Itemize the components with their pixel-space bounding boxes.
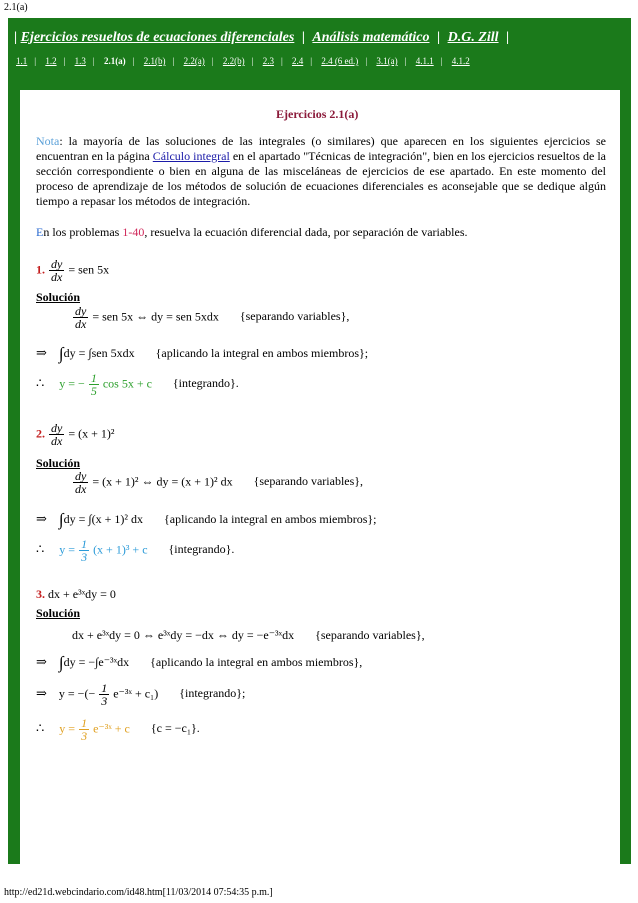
subnav-link[interactable]: 4.1.1 xyxy=(415,56,434,66)
answer-expression: (x + 1)³ + c xyxy=(93,542,148,557)
ex3-step-3: ⇒ y = −(− $\frac{1}{3}$ e⁻³ˣ + c₁) {integrando}; xyxy=(36,681,246,708)
nav-link-zill[interactable]: D.G. Zill xyxy=(447,30,499,45)
subnav-link[interactable]: 2.2(a) xyxy=(183,56,205,66)
note-text: : la mayoría de las soluciones de las integrales (o similares) que aparecen en los siguientes ejercicios se encuentran en la página xyxy=(36,134,606,163)
answer-expression: cos 5x + c xyxy=(102,376,152,391)
nav-separator: | xyxy=(506,30,510,45)
problem-range: 1-40 xyxy=(122,225,145,239)
subnav-link[interactable]: 1.3 xyxy=(74,56,86,66)
step-comment: {separando variables}, xyxy=(239,309,350,324)
page-title: Ejercicios 2.1(a) xyxy=(276,107,359,121)
step-comment: {aplicando la integral en ambos miembros}; xyxy=(164,511,377,526)
intro-text: , resuelva la ecuación diferencial dada, por separación de variables. xyxy=(144,225,468,239)
exercise-number: 1. xyxy=(36,262,45,277)
subnav-link[interactable]: 1.2 xyxy=(45,56,57,66)
answer-expression: y = − xyxy=(59,376,85,391)
subnav-link[interactable]: 2.1(b) xyxy=(143,56,166,66)
exercise-equation: dx + e³ˣdy = 0 xyxy=(48,587,116,601)
intro-text: n los problemas xyxy=(43,225,123,239)
math-expression: y = −(− xyxy=(58,686,96,701)
step-comment: {integrando}. xyxy=(172,376,239,391)
ex2-step-1: $\frac{dy}{dx}$ = (x + 1)² ⇔ dy = (x + 1)² dx {separando variables}, xyxy=(75,469,364,496)
ex3-step-4: ∴ y = $\frac{1}{3}$ e⁻³ˣ + c {c = −c₁}. xyxy=(36,716,200,743)
math-expression: dx + e³ˣdy = 0 ⇔ e³ˣdy = −dx ⇔ dy = −e⁻³ˣdx xyxy=(72,628,295,642)
solution-label: Solución xyxy=(36,606,81,620)
ex1-step-2: ⇒ ∫dy = ∫sen 5xdx {aplicando la integral en ambos miembros}; xyxy=(36,344,369,363)
step-comment: {aplicando la integral en ambos miembros}, xyxy=(150,654,363,669)
ex3-step-2: ⇒ ∫dy = −∫e⁻³ˣdx {aplicando la integral en ambos miembros}, xyxy=(36,653,363,672)
nav-link-analisis[interactable]: Análisis matemático xyxy=(312,30,430,45)
math-expression: dy = ∫(x + 1)² dx xyxy=(63,511,143,526)
subnav-link[interactable]: 2.4 (6 ed.) xyxy=(321,56,359,66)
subnav-link[interactable]: 2.3 xyxy=(262,56,274,66)
ex2-step-3: ∴ y = $\frac{1}{3}$ (x + 1)³ + c {integrando}. xyxy=(36,537,235,564)
ex1-step-1: $\frac{dy}{dx}$ = sen 5x ⇔ dy = sen 5xdx {separando variables}, xyxy=(75,304,350,331)
solution-label: Solución xyxy=(36,290,81,304)
note-paragraph xyxy=(36,134,606,209)
nav-separator: | xyxy=(437,30,441,45)
note-label: Nota xyxy=(36,134,60,148)
step-comment: {integrando}. xyxy=(168,542,235,557)
nav-separator: | xyxy=(301,30,305,45)
subnav-current: 2.1(a) xyxy=(103,56,126,66)
subnav-link[interactable]: 3.1(a) xyxy=(376,56,398,66)
math-expression: = (x + 1)² ⇔ dy = (x + 1)² dx xyxy=(92,474,233,489)
exercise-2-statement: 2. $\frac{dy}{dx}$ = (x + 1)² xyxy=(36,421,115,448)
exercise-equation: = sen 5x xyxy=(68,262,110,277)
step-comment: {c = −c₁}. xyxy=(150,721,200,736)
nav-link-ecuaciones[interactable]: Ejercicios resueltos de ecuaciones diferenciales xyxy=(20,30,295,45)
step-comment: {integrando}; xyxy=(179,686,246,701)
math-expression: dy = ∫sen 5xdx xyxy=(63,345,135,360)
step-comment: {separando variables}, xyxy=(315,628,425,642)
exercise-1-statement: 1. $\frac{dy}{dx}$ = sen 5x xyxy=(36,257,110,284)
answer-expression: y = xyxy=(59,542,76,557)
note-text: en el apartado "Técnicas de integración", bien en los ejercicios resueltos de la sección correspondiente o bien en alguna de las misceláneas de ejercicios de ese apartado. En este momento del proceso de aprendizaje de los métodos de solución de ecuaciones diferenciales es aconsejable que se dedique algún tiempo a repasar los métodos de integración. xyxy=(36,149,607,208)
subnav-link[interactable]: 2.2(b) xyxy=(222,56,245,66)
content-panel xyxy=(20,90,620,864)
subnav-link[interactable]: 1.1 xyxy=(16,56,28,66)
ex3-step-1 xyxy=(72,628,425,643)
answer-expression: e⁻³ˣ + c xyxy=(93,721,130,736)
answer-expression: y = xyxy=(59,721,76,736)
math-expression: dy = −∫e⁻³ˣdx xyxy=(63,654,130,669)
math-expression: e⁻³ˣ + c₁) xyxy=(113,686,159,701)
main-nav xyxy=(14,30,513,46)
exercise-number: 2. xyxy=(36,426,45,441)
subnav-link[interactable]: 4.1.2 xyxy=(451,56,470,66)
solution-label: Solución xyxy=(36,456,81,470)
subnav-link[interactable]: 2.4 xyxy=(292,56,304,66)
nav-separator: | xyxy=(14,30,18,45)
ex1-step-3: ∴ y = − $\frac{1}{5}$ cos 5x + c {integrando}. xyxy=(36,371,239,398)
page-tab-label: 2.1(a) xyxy=(4,2,28,13)
step-comment: {separando variables}, xyxy=(253,474,364,489)
link-calculo-integral[interactable]: Cálculo integral xyxy=(152,149,230,163)
ex2-step-2: ⇒ ∫dy = ∫(x + 1)² dx {aplicando la integral en ambos miembros}; xyxy=(36,510,377,529)
intro-paragraph xyxy=(36,225,468,240)
step-comment: {aplicando la integral en ambos miembros}; xyxy=(155,345,369,360)
exercise-number: 3. xyxy=(36,587,45,601)
sub-nav: 1.1 | 1.2 | 1.3 | 2.1(a) | 2.1(b) | 2.2(a) | 2.2(b) | 2.3 | 2.4 | 2.4 (6 ed.) | 3.1(a) | 4.1.1 | 4.1.2 xyxy=(16,56,470,66)
math-expression: = sen 5x ⇔ dy = sen 5xdx xyxy=(92,309,219,324)
page-footer-url: http://ed21d.webcindario.com/id48.htm[11/03/2014 07:54:35 p.m.] xyxy=(4,887,273,898)
exercise-equation: = (x + 1)² xyxy=(68,426,115,441)
exercise-3-statement xyxy=(36,587,116,602)
intro-first-letter: E xyxy=(36,225,44,239)
